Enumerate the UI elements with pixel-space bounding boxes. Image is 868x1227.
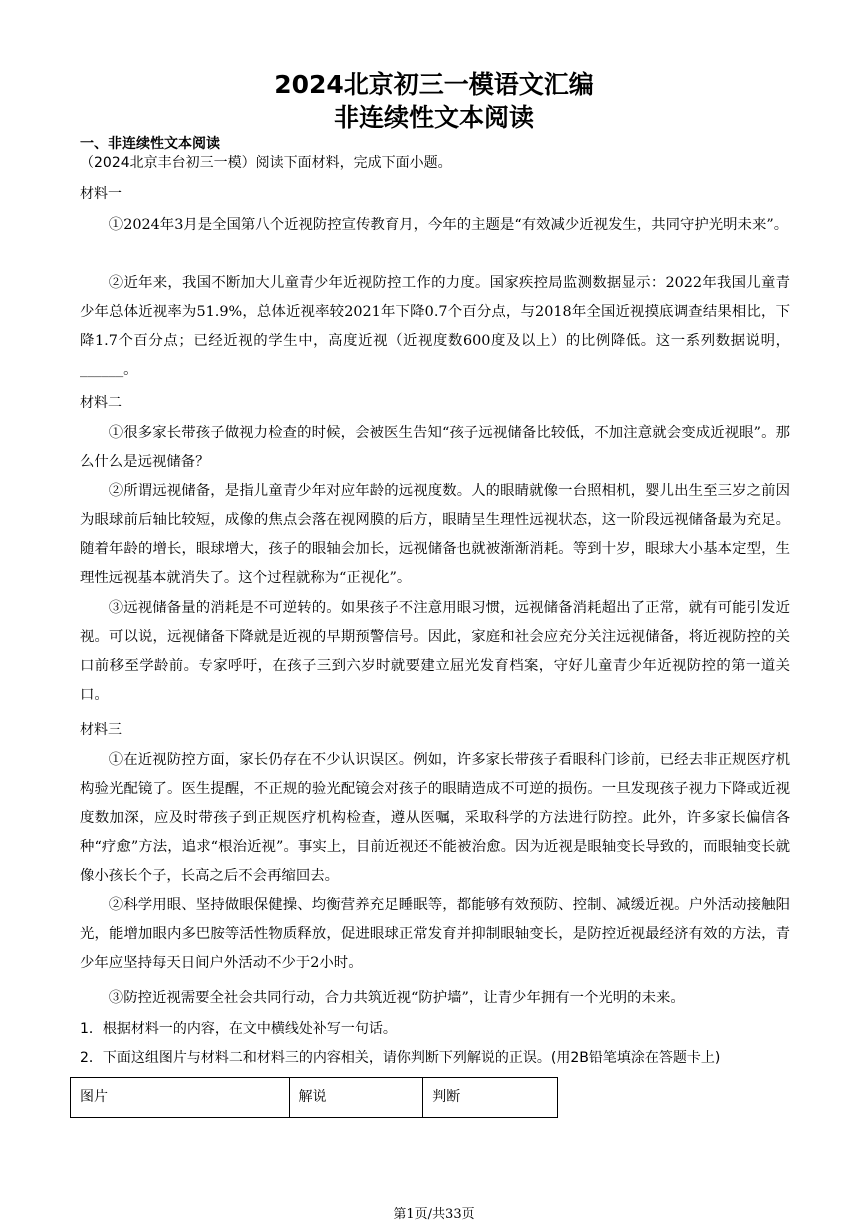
material2-paragraph-3: ③远视储备量的消耗是不可逆转的。如果孩子不注意用眼习惯，远视储备消耗超出了正常，就有可能引发近视。可以说，远视储备下降就是近视的早期预警信号。因此，家庭和社会应充分关注远视储备，将近视防控的关口前移至学龄前。专家呼吁，在孩子三到六岁时就要建立屈光发育档案，守好儿童青少年近视防控的第一道关口。	[80, 600, 790, 703]
source-line: （2024北京丰台初三一模）阅读下面材料，完成下面小题。	[80, 155, 452, 171]
material3-paragraph-3: ③防控近视需要全社会共同行动，合力共筑近视“防护墙”，让青少年拥有一个光明的未来。	[108, 990, 685, 1006]
table-header-row	[71, 1078, 558, 1118]
material3-label: 材料三	[80, 722, 122, 738]
material2-label: 材料二	[80, 395, 122, 411]
table-header-explanation: 解说	[289, 1078, 423, 1118]
page-footer: 第1页/共33页	[393, 1207, 475, 1222]
table-header-judgment: 判断	[423, 1078, 558, 1118]
material2-paragraph-2: ②所谓远视储备，是指儿童青少年对应年龄的远视度数。人的眼睛就像一台照相机，婴儿出生至三岁之前因为眼球前后轴比较短，成像的焦点会落在视网膜的后方，眼睛呈生理性远视状态，这一阶段远视储备最为充足。随着年龄的增长，眼球增大，孩子的眼轴会加长，远视储备也就被渐渐消耗。等到十岁，眼球大小基本定型，生理性远视基本就消失了。这个过程就称为“正视化”。	[80, 483, 790, 586]
material3-paragraph-1: ①在近视防控方面，家长仍存在不少认识误区。例如，许多家长带孩子看眼科门诊前，已经去非正规医疗机构验光配镜了。医生提醒，不正规的验光配镜会对孩子的眼睛造成不可逆的损伤。一旦发现孩子视力下降或近视度数加深，应及时带孩子到正规医疗机构检查，遵从医嘱，采取科学的方法进行防控。此外，许多家长偏信各种“疗愈”方法，追求“根治近视”。事实上，目前近视还不能被治愈。因为近视是眼轴变长导致的，而眼轴变长就像小孩长个子，长高之后不会再缩回去。	[80, 752, 790, 884]
document-subtitle: 非连续性文本阅读	[333, 103, 534, 132]
material1-label: 材料一	[80, 186, 122, 202]
question-1: 1．根据材料一的内容，在文中横线处补写一句话。	[80, 1021, 397, 1037]
material1-paragraph-2: ②近年来，我国不断加大儿童青少年近视防控工作的力度。国家疾控局监测数据显示：2022年我国儿童青少年总体近视率为51.9%，总体近视率较2021年下降0.7个百分点，与2018年全国近视摸底调查结果相比，下降1.7个百分点；已经近视的学生中，高度近视（近视度数600度及以上）的比例降低。这一系列数据说明，______。	[80, 275, 790, 378]
section-heading: 一、非连续性文本阅读	[80, 136, 220, 152]
table-header-picture: 图片	[71, 1078, 290, 1118]
answer-table	[70, 1077, 558, 1118]
material3-paragraph-2: ②科学用眼、坚持做眼保健操、均衡营养充足睡眠等，都能够有效预防、控制、减缓近视。户外活动接触阳光，能增加眼内多巴胺等活性物质释放，促进眼球正常发育并抑制眼轴变长，是防控近视最经济有效的方法，青少年应坚持每天日间户外活动不少于2小时。	[80, 897, 790, 971]
material1-paragraph-1: ①2024年3月是全国第八个近视防控宣传教育月，今年的主题是“有效减少近视发生，共同守护光明未来”。	[108, 217, 789, 233]
question-2: 2．下面这组图片与材料二和材料三的内容相关，请你判断下列解说的正误。(用2B铅笔填涂在答题卡上)	[80, 1050, 721, 1066]
material2-paragraph-1: ①很多家长带孩子做视力检查的时候，会被医生告知“孩子远视储备比较低，不加注意就会变成近视眼”。那么什么是远视储备？	[80, 425, 790, 470]
document-title: 2024北京初三一模语文汇编	[274, 70, 594, 99]
